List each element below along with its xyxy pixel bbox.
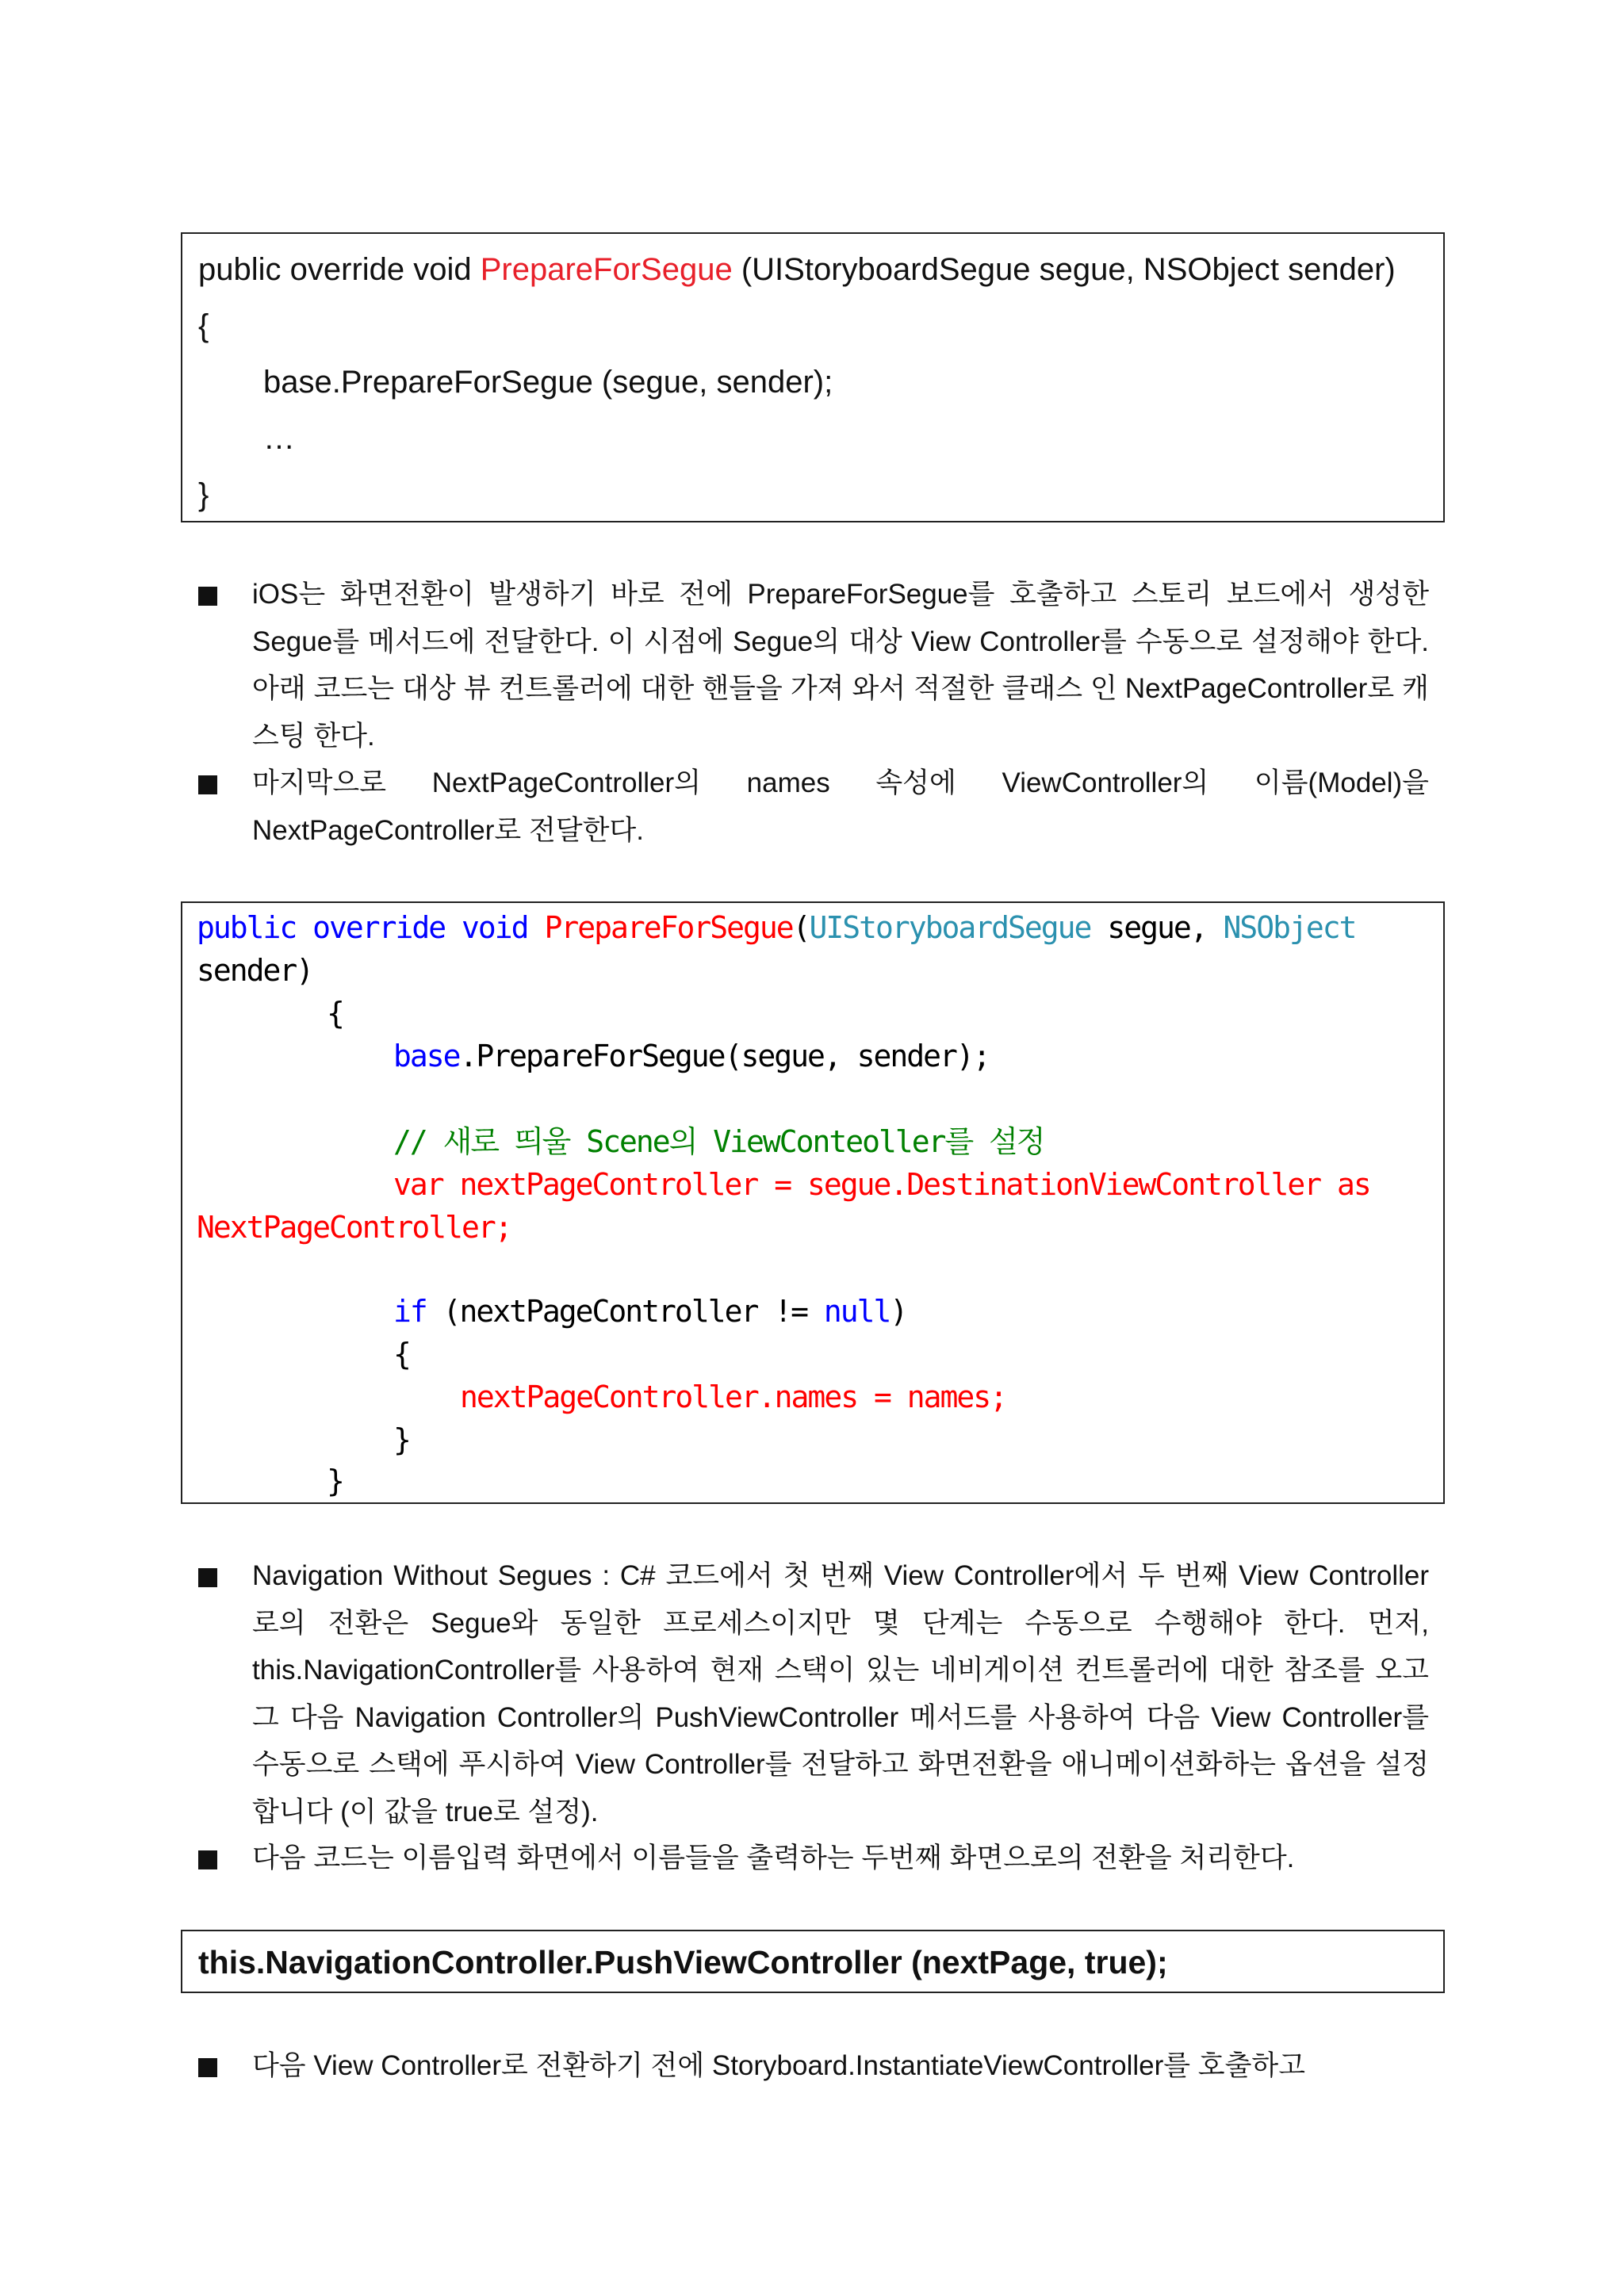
bullet-marker <box>198 1850 217 1869</box>
bullet-paragraph: iOS는 화면전환이 발생하기 바로 전에 PrepareForSegue를 호출하고 스토리 보드에서 생성한 Segue를 메서드에 전달한다. 이 시점에 Segue의 대상 View Controller를 수동으로 설정해야 한다. 아래 코드는 대상 뷰 컨트롤러에 대한 핸들을 가져 와서 적절한 클래스 인 NextPageController로 캐스팅 한다. <box>252 579 1429 752</box>
code-comment: // 새로 띄울 Scene의 ViewConteoller를 설정 <box>393 1124 1044 1159</box>
bullet-marker <box>198 775 217 794</box>
code-line <box>393 1038 990 1074</box>
code-text: ) <box>890 1294 907 1329</box>
bullet-paragraph: 다음 View Controller로 전환하기 전에 Storyboard.InstantiateViewController를 호출하고 <box>252 2050 1306 2081</box>
code-line: } <box>198 477 209 512</box>
code-line <box>197 909 1356 946</box>
code-line: } <box>393 1422 410 1457</box>
code-line: var nextPageController = segue.DestinationViewController as <box>393 1167 1370 1202</box>
code-text: .PrepareForSegue(segue, sender); <box>459 1039 990 1073</box>
code-line <box>198 251 1396 289</box>
bullet-marker <box>198 587 217 606</box>
code-type: UIStoryboardSegue <box>809 910 1091 945</box>
bullet-paragraph: Navigation Without Segues : C# 코드에서 첫 번째 View Controller에서 두 번째 View Controller 로의 전환은 Segue와 동일한 프로세스이지만 몇 단계는 수동으로 수행해야 한다. 먼저, this.NavigationController를 사용하여 현재 스택이 있는 네비게이션 컨트롤러에 대한 참조를 오고 그 다음 Navigation Controller의 PushViewController 메서드를 사용하여 다음 View Controller를 수동으로 스택에 푸시하여 View Controller를 전달하고 화면전환을 애니메이션화하는 옵션을 설정합니다 (이 값을 true로 설정). <box>252 1560 1429 1827</box>
code-keyword: if <box>393 1294 427 1329</box>
code-text: segue, <box>1090 910 1224 945</box>
code-line: nextPageController.names = names; <box>460 1380 1006 1414</box>
code-keyword: base <box>393 1039 460 1073</box>
code-keyword: null <box>823 1294 891 1329</box>
code-block-1 <box>181 232 1445 522</box>
code-line: { <box>393 1337 410 1372</box>
code-keyword: public override void <box>197 910 545 945</box>
bullet-paragraph: 다음 코드는 이름입력 화면에서 이름들을 출력하는 두번째 화면으로의 전환을 처리한다. <box>252 1843 1295 1873</box>
code-line: { <box>198 308 209 343</box>
code-type: NSObject <box>1223 910 1356 945</box>
code-line: sender) <box>197 953 313 988</box>
method-name: PrepareForSegue <box>544 910 793 945</box>
method-name: PrepareForSegue <box>480 252 733 287</box>
bullet-paragraph: 마지막으로 NextPageController의 names 속성에 ViewController의 이름(Model)을 NextPageController로 전달한다. <box>252 767 1429 846</box>
code-line: this.NavigationController.PushViewController (nextPage, true); <box>198 1944 1168 1980</box>
bullet-marker <box>198 1568 217 1587</box>
code-line: base.PrepareForSegue (segue, sender); <box>263 365 833 400</box>
code-line: … <box>263 421 295 456</box>
code-line <box>393 1293 906 1330</box>
code-block-2 <box>181 901 1445 1504</box>
code-text: (nextPageController != <box>426 1294 824 1329</box>
code-line: } <box>327 1464 343 1498</box>
code-line: NextPageController; <box>197 1210 511 1245</box>
code-text: ( <box>792 910 810 945</box>
code-text: public override void <box>198 252 481 287</box>
bullet-marker <box>198 2058 217 2077</box>
code-text: (UIStoryboardSegue segue, NSObject sender) <box>732 252 1396 287</box>
code-line: { <box>327 996 343 1031</box>
code-block-3 <box>181 1930 1445 1993</box>
